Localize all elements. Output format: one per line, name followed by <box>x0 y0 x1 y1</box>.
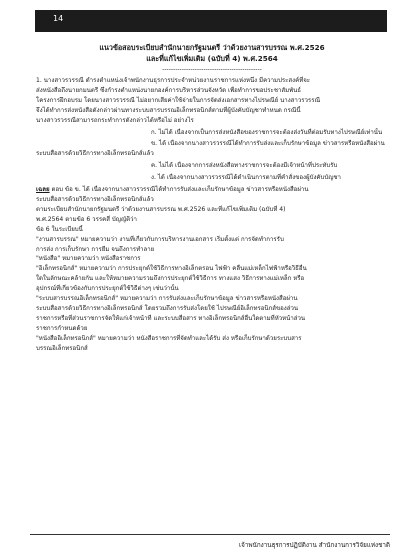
document-body <box>36 40 388 353</box>
answer-line: ตามระเบียบสำนักนายกรัฐมนตรี ว่าด้วยงานสารบรรณ พ.ศ.2526 และที่แก้ไขเพิ่มเติม (ฉบับที่ 4) <box>36 205 286 213</box>
definition-line: ราชการกำหนดด้วย <box>36 324 88 332</box>
document-title-line-2: และที่แก้ไขเพิ่มเติม (ฉบับที่ 4) พ.ศ.2564 <box>146 54 278 63</box>
definition-line: "ระบบสารบรรณอิเล็กทรอนิกส์" หมายความว่า การรับส่งและเก็บรักษาข้อมูล ข่าวสารหรือหนังสือผ่าน <box>36 295 298 303</box>
page-number: 14 <box>53 14 64 23</box>
answer-line: ระบบสื่อสารด้วยวิธีการทางอิเล็กทรอนิกส์แล้ว <box>36 195 154 203</box>
page-header-bar <box>35 10 387 32</box>
document-title-line-1: แนวข้อสอบระเบียบสำนักนายกรัฐมนตรี ว่าด้วยงานสารบรรณ พ.ศ.2526 <box>99 43 325 52</box>
choice-a: ก. ไม่ได้ เนื่องจากเป็นการส่งหนังสือของราชการจะต้องส่งวันที่ต่อมรับทางไปรษณีย์เท่านั้น <box>151 128 383 136</box>
question-line: 1. นางสาวรวรรณี ดำรงตำแหน่งเจ้าพนักงานธุรการประจำหน่วยงานราชการแห่งหนึ่ง มีความประสงค์ที่จะ <box>36 77 311 84</box>
answer-line <box>36 185 388 195</box>
question-line: โครงการฝึกอบรม โดยนางสาวรวรรณี ไม่อยากเสียค่าใช้จ่ายในการจัดส่งเอกสารทางไปรษณีย์ นางสาวรวรรณี <box>36 96 321 104</box>
title-separator: ---------------------------------------------- <box>162 66 262 73</box>
choice-c: ค. ไม่ได้ เนื่องจากการส่งหนังสือทางราชการจะต้องมีเจ้าหน้าที่ประทับรับ <box>151 162 338 170</box>
definition-line: ระบบสื่อสารด้วยวิธีการทางอิเล็กทรอนิกส์ โดยรวมถึงการรับส่งโดยใช้ ไปรษณีย์อิเล็กทรอนิกส์ของส่วน <box>36 304 299 312</box>
definition-line: "งานสารบรรณ" หมายความว่า งานที่เกี่ยวกับการบริหารงานเอกสาร เริ่มตั้งแต่ การจัดทำการรับ <box>36 235 284 243</box>
answer-text: ตอบ ข้อ ข. ได้ เนื่องจากนางสาวรวรรณีได้ทำการรับส่งและเก็บรักษาข้อมูล ข่าวสารหรือหนังสือผ่าน <box>49 186 309 194</box>
answer-line: ข้อ 6 ในระเบียบนี้ <box>36 225 83 233</box>
choice-b-continued: ระบบสื่อสารด้วยวิธีการทางอิเล็กทรอนิกส์แล้ว <box>36 150 154 158</box>
definition-line: "อิเล็กทรอนิกส์" หมายความว่า การประยุกต์ใช้วิธีการทางอิเล็กตรอน ไฟฟ้า คลื่นแม่เหล็กไฟฟ้าหรือวิธีอื่น <box>36 265 307 273</box>
definition-line: "หนังสือ" หมายความว่า หนังสือราชการ <box>36 255 141 263</box>
definition-line: ใดในลักษณะคล้ายกัน และให้หมายความรวมถึงการประยุกต์ใช้วิธีการ ทางแสง วิธีการทางแม่เหล็ก หรือ <box>36 275 305 283</box>
choice-b: ข. ได้ เนื่องจากนางสาวรวรรณีได้ทำการรับส่งและเก็บรักษาข้อมูล ข่าวสารหรือหนังสือผ่าน <box>151 140 385 148</box>
definition-line: ราชการหรือที่ส่วนราชการจัดให้แก่เจ้าหน้าที่ และระบบสื่อสาร ทางอิเล็กทรอนิกส์อื่นใดตามที่หัวหน้าส่วน <box>36 314 306 322</box>
question-line: นางสาวรวรรณีสามารถกระทำการดังกล่าวได้หรือไม่ อย่างไร <box>36 116 194 124</box>
answer-label: เฉลย <box>36 186 50 194</box>
definition-line: อุปกรณ์ที่เกี่ยวข้องกับการประยุกต์ใช้วิธีต่างๆ เช่นว่านั้น <box>36 285 179 293</box>
choice-d: ง. ได้ เนื่องจากนางสาวรวรรณีได้ดำเนินการตามที่คำสั่งของผู้บังคับบัญชา <box>151 174 341 182</box>
definition-line: การส่ง การเก็บรักษา การยืม จนถึงการทำลาย <box>36 245 155 253</box>
answer-line: พ.ศ.2564 ตามข้อ 6 วรรคสี่ บัญญัติว่า <box>36 215 137 223</box>
question-line: ส่งหนังสือถึงนายกมนตรี ซึ่งกำรงตำแหน่งนายกองค์การบริหารส่วนจังหวัด เพื่อทำการขอประชาสัมพันธ์ <box>36 86 302 94</box>
footer-divider <box>30 534 390 535</box>
page-footer: เจ้าพนักงานธุรการปฏิบัติงาน สำนักงานการวิจัยแห่งชาติ <box>239 542 390 549</box>
question-line: จึงได้ทำการส่งหนังสือดังกล่าวผ่านทางระบบสารบรรณอิเล็กทรอนิกส์ตามที่ผู้บังคับบัญชาทำหนด กรณีนี้ <box>36 106 301 114</box>
definition-line: บรรณอิเล็กทรอนิกส์ <box>36 344 88 352</box>
definition-line: "หนังสืออิเล็กทรอนิกส์" หมายความว่า หนังสือราชการที่จัดทำและได้รับ ส่ง หรือเก็บรักษาด้วยระบบสาร <box>36 334 302 342</box>
